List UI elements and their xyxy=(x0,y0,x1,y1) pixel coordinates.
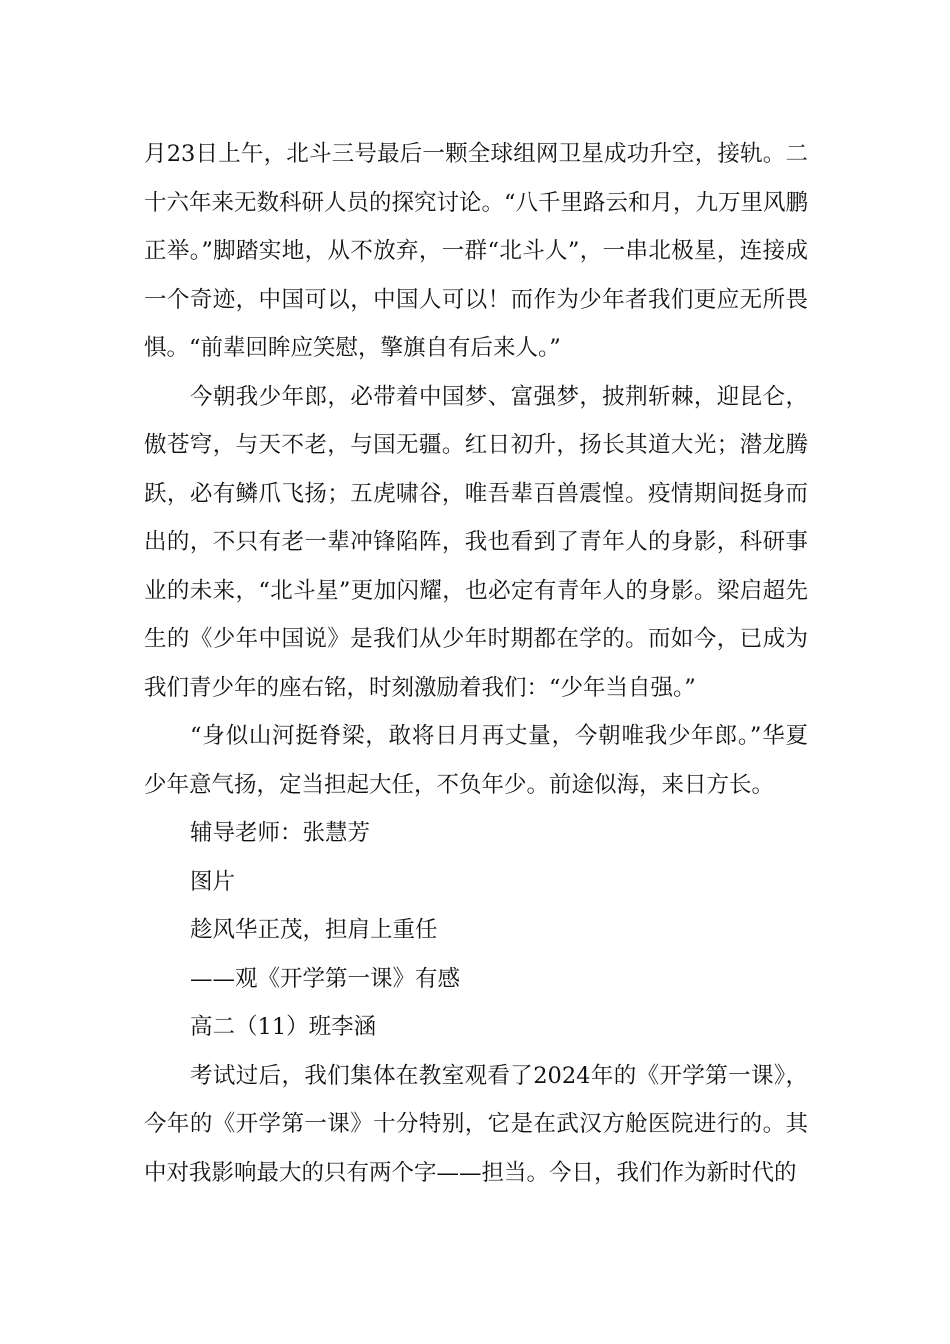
author-line: 高二（11）班李涵 xyxy=(190,1014,377,1040)
document-body xyxy=(144,130,808,1197)
essay-title: 趁风华正茂，担肩上重任 xyxy=(190,917,438,943)
paragraph-poem-quote: “身似山河挺脊梁，敢将日月再丈量，今朝唯我少年郎。”华夏少年意气扬，定当担起大任，不负年少。前途似海，来日方长。 xyxy=(144,723,808,798)
essay-subtitle: ——观《开学第一课》有感 xyxy=(190,965,461,992)
paragraph-beidou: 月23日上午，北斗三号最后一颗全球组网卫星成功升空，接轨。二十六年来无数科研人员的探究讨论。“八千里路云和月，九万里风鹏正举。”脚踏实地，从不放弃，一群“北斗人”，一串北极星，连接成一个奇迹，中国可以，中国人可以！而作为少年者我们更应无所畏惧。“前辈回眸应笑慰，擎旗自有后来人。” xyxy=(144,141,809,361)
image-placeholder-label: 图片 xyxy=(190,868,236,895)
paragraph-youth-dream: 今朝我少年郎，必带着中国梦、富强梦，披荆斩棘，迎昆仑，傲苍穹，与天不老，与国无疆。红日初升，扬长其道大光；潜龙腾跃，必有鳞爪飞扬；五虎啸谷，唯吾辈百兽震惶。疫情期间挺身而出的，不只有老一辈冲锋陷阵，我也看到了青年人的身影，科研事业的未来，“北斗星”更加闪耀，也必定有青年人的身影。梁启超先生的《少年中国说》是我们从少年时期都在学的。而如今，已成为我们青少年的座右铭，时刻激励着我们：“少年当自强。” xyxy=(144,383,808,701)
paragraph-first-class: 考试过后，我们集体在教室观看了2024年的《开学第一课》，今年的《开学第一课》十分特别，它是在武汉方舱医院进行的。其中对我影响最大的只有两个字——担当。今日，我们作为新时代的 xyxy=(144,1062,808,1186)
advisor-line: 辅导老师：张慧芳 xyxy=(190,820,371,846)
